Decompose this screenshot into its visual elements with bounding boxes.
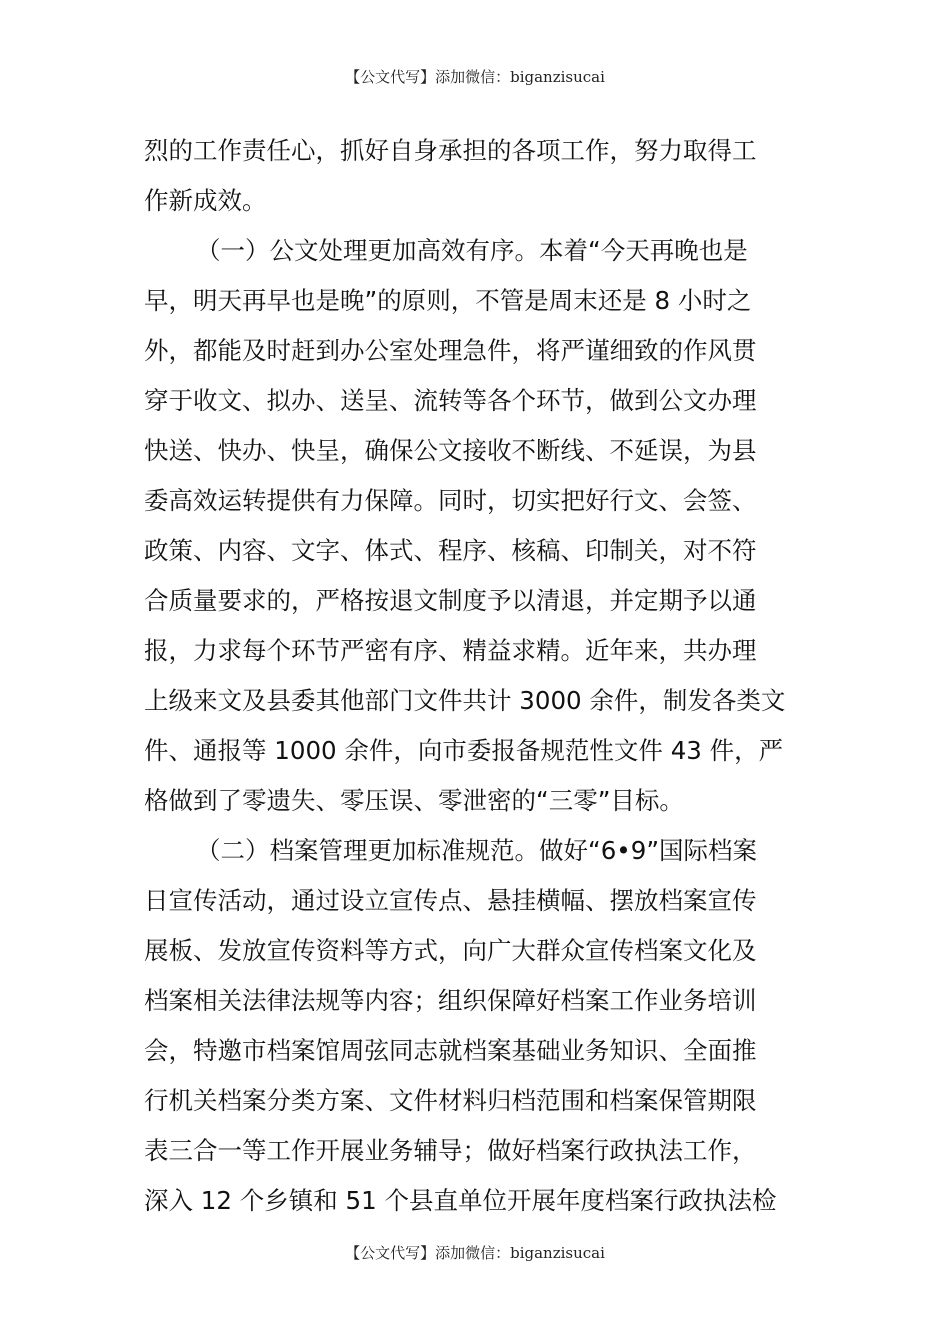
text-line: 委高效运转提供有力保障。同时，切实把好行文、会签、: [144, 486, 757, 515]
text-line: 快送、快办、快呈，确保公文接收不断线、不延误，为县: [144, 436, 757, 465]
text-line: 外，都能及时赶到办公室处理急件，将严谨细致的作风贯: [144, 336, 757, 365]
text-line: 上级来文及县委其他部门文件共计 3000 余件，制发各类文: [144, 686, 786, 715]
text-line: 会，特邀市档案馆周弦同志就档案基础业务知识、全面推: [144, 1036, 757, 1065]
document-body: [144, 126, 814, 1226]
text-line: 早，明天再早也是晚”的原则，不管是周末还是 8 小时之: [144, 286, 752, 315]
section-heading-line: （一）公文处理更加高效有序。本着“今天再晚也是: [196, 236, 748, 265]
text-line: 展板、发放宣传资料等方式，向广大群众宣传档案文化及: [144, 936, 757, 965]
text-line: 作新成效。: [144, 186, 267, 215]
text-line: 合质量要求的，严格按退文制度予以清退，并定期予以通: [144, 586, 757, 615]
text-line: 件、通报等 1000 余件，向市委报备规范性文件 43 件，严: [144, 736, 784, 765]
text-line: 档案相关法律法规等内容；组织保障好档案工作业务培训: [144, 986, 757, 1015]
text-line: 日宣传活动，通过设立宣传点、悬挂横幅、摆放档案宣传: [144, 886, 757, 915]
text-line: 行机关档案分类方案、文件材料归档范围和档案保管期限: [144, 1086, 757, 1115]
text-line: 表三合一等工作开展业务辅导；做好档案行政执法工作，: [144, 1136, 757, 1165]
text-line: 政策、内容、文字、体式、程序、核稿、印制关，对不符: [144, 536, 757, 565]
section-heading-line: （二）档案管理更加标准规范。做好“6•9”国际档案: [196, 836, 758, 865]
text-line: 穿于收文、拟办、送呈、流转等各个环节，做到公文办理: [144, 386, 757, 415]
text-line: 烈的工作责任心，抓好自身承担的各项工作，努力取得工: [144, 136, 757, 165]
text-line: 深入 12 个乡镇和 51 个县直单位开展年度档案行政执法检: [144, 1186, 777, 1215]
text-line: 报，力求每个环节严密有序、精益求精。近年来，共办理: [144, 636, 757, 665]
text-line: 格做到了零遗失、零压误、零泄密的“三零”目标。: [144, 786, 684, 815]
page-footer: 【公文代写】添加微信：biganzisucai: [345, 1244, 605, 1262]
page-header: 【公文代写】添加微信：biganzisucai: [345, 68, 605, 86]
